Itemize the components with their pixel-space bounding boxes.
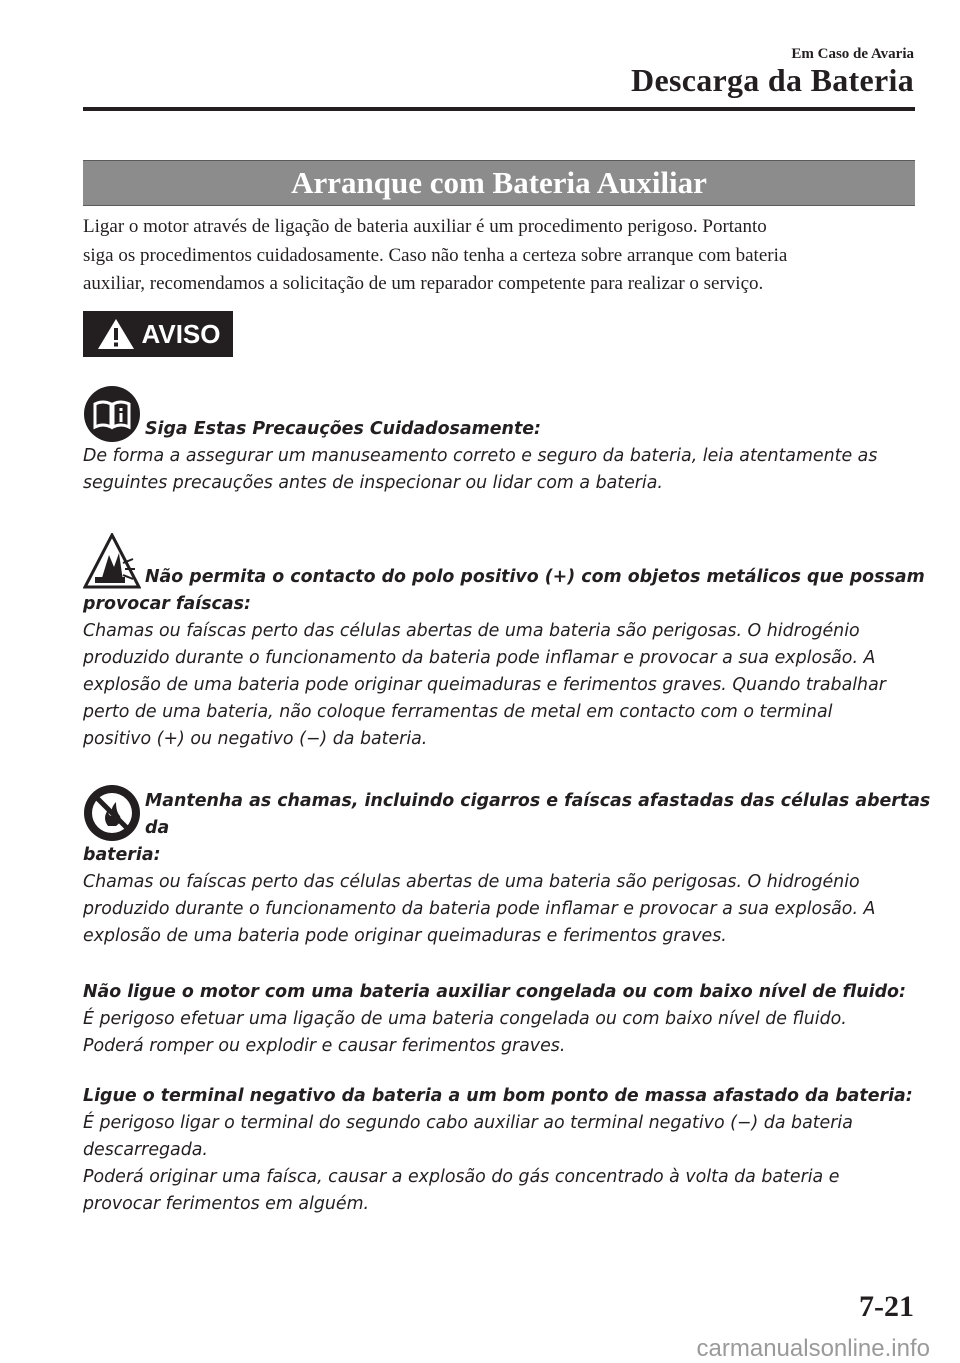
warning-text: produzido durante o funcionamento da bateria pode inflamar e provocar a sua explosão. A: [83, 899, 876, 919]
intro-line: siga os procedimentos cuidadosamente. Caso não tenha a certeza sobre arranque com bateria: [83, 244, 788, 266]
warning-heading: Ligue o terminal negativo da bateria a um bom ponto de massa afastado da bateria:: [83, 1086, 913, 1106]
warning-triangle-icon: [96, 317, 136, 351]
warning-text: É perigoso ligar o terminal do segundo cabo auxiliar ao terminal negativo (−) da bateria: [83, 1113, 853, 1133]
warning-block-flames: [83, 784, 933, 950]
warning-heading: Siga Estas Precauções Cuidadosamente:: [145, 419, 542, 439]
warning-heading: Não ligue o motor com uma bateria auxiliar congelada ou com baixo nível de fluido:: [83, 982, 906, 1002]
warning-block-metal-contact: [83, 533, 933, 753]
warning-text: positivo (+) ou negativo (−) da bateria.: [83, 729, 428, 749]
warning-text: É perigoso efetuar uma ligação de uma bateria congelada ou com baixo nível de fluido.: [83, 1009, 847, 1029]
no-flame-icon: [83, 784, 141, 842]
warning-block-negative-terminal: [83, 1083, 933, 1218]
header-divider: [83, 107, 915, 111]
warning-text: explosão de uma bateria pode originar queimaduras e ferimentos graves. Quando trabalhar: [83, 675, 886, 695]
intro-paragraph: [83, 213, 923, 299]
warning-heading: bateria:: [83, 845, 161, 865]
page-number: 7-21: [859, 1290, 914, 1323]
manual-info-icon: [83, 385, 141, 443]
section-banner: Arranque com Bateria Auxiliar: [83, 160, 915, 206]
warning-text: Chamas ou faíscas perto das células abertas de uma bateria são perigosas. O hidrogénio: [83, 872, 860, 892]
warning-text: Poderá romper ou explodir e causar ferimentos graves.: [83, 1036, 566, 1056]
page-title: Descarga da Bateria: [631, 62, 914, 98]
watermark: carmanualsonline.info: [696, 1335, 930, 1362]
warning-text: descarregada.: [83, 1140, 208, 1160]
warning-text: seguintes precauções antes de inspecionar ou lidar com a bateria.: [83, 473, 663, 493]
warning-text: Poderá originar uma faísca, causar a explosão do gás concentrado à volta da bateria e: [83, 1167, 840, 1187]
warning-text: perto de uma bateria, não coloque ferramentas de metal em contacto com o terminal: [83, 702, 833, 722]
warning-text: De forma a assegurar um manuseamento correto e seguro da bateria, leia atentamente as: [83, 446, 878, 466]
intro-line: Ligar o motor através de ligação de bateria auxiliar é um procedimento perigoso. Portanto: [83, 216, 767, 237]
intro-line: auxiliar, recomendamos a solicitação de um reparador competente para realizar o serviço.: [83, 273, 764, 294]
warning-heading: provocar faíscas:: [83, 594, 251, 614]
warning-block-frozen-battery: [83, 979, 933, 1060]
warning-text: explosão de uma bateria pode originar queimaduras e ferimentos graves.: [83, 926, 727, 946]
warning-badge: [83, 311, 233, 357]
warning-heading: Mantenha as chamas, incluindo cigarros e faíscas afastadas das células abertas da: [145, 791, 931, 838]
section-label: Em Caso de Avaria: [791, 46, 914, 62]
warning-text: provocar ferimentos em alguém.: [83, 1194, 370, 1214]
warning-label: AVISO: [141, 318, 221, 349]
warning-heading: Não permita o contacto do polo positivo (+) com objetos metálicos que possam: [145, 567, 925, 587]
explosion-hazard-icon: [83, 533, 141, 591]
warning-text: Chamas ou faíscas perto das células abertas de uma bateria são perigosas. O hidrogénio: [83, 621, 860, 641]
warning-block-precautions: [83, 385, 933, 497]
warning-text: produzido durante o funcionamento da bateria pode inflamar e provocar a sua explosão. A: [83, 648, 876, 668]
